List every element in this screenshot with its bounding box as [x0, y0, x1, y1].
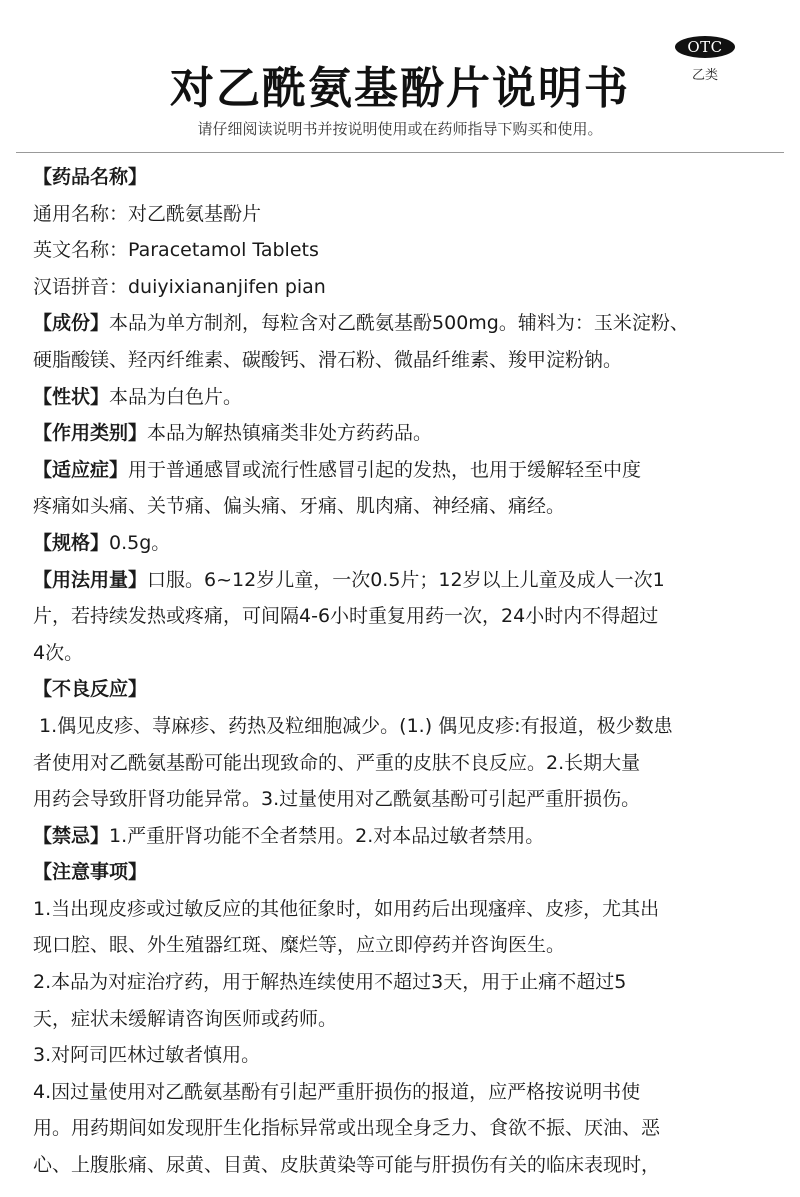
indications-text: 用于普通感冒或流行性感冒引起的发热，也用于缓解轻至中度 — [128, 458, 642, 481]
section-heading-precautions: 【注意事项】 — [33, 861, 148, 884]
pinyin-name: 汉语拼音：duiyixiananjifen pian — [33, 275, 326, 298]
otc-badge: OTC — [675, 36, 735, 58]
precautions-line-8: 心、上腹胀痛、尿黄、目黄、皮肤黄染等可能与肝损伤有关的临床表现时， — [33, 1154, 661, 1177]
leaflet-body — [33, 159, 773, 1184]
appearance-line — [33, 379, 773, 416]
indications-line-2: 疼痛如头痛、关节痛、偏头痛、牙痛、肌肉痛、神经痛、痛经。 — [33, 495, 566, 518]
ingredients-line-1 — [33, 305, 773, 342]
dosage-line-2: 片，若持续发热或疼痛，可间隔4-6小时重复用药一次，24小时内不得超过 — [33, 605, 659, 628]
generic-name: 通用名称：对乙酰氨基酚片 — [33, 202, 262, 225]
category-line — [33, 415, 773, 452]
ingredients-line-2: 硬脂酸镁、羟丙纤维素、碳酸钙、滑石粉、微晶纤维素、羧甲淀粉钠。 — [33, 348, 623, 371]
adverse-line-3: 用药会导致肝肾功能异常。3.过量使用对乙酰氨基酚可引起严重肝损伤。 — [33, 788, 641, 811]
dosage-line-3: 4次。 — [33, 641, 84, 664]
section-heading-ingredients: 【成份】 — [33, 312, 110, 335]
specification-text: 0.5g。 — [109, 531, 171, 554]
precautions-line-4: 天，症状未缓解请咨询医师或药师。 — [33, 1007, 338, 1030]
contraindications-line — [33, 818, 773, 855]
ingredients-text: 本品为单方制剂，每粒含对乙酰氨基酚500mg。辅料为：玉米淀粉、 — [109, 312, 689, 335]
adverse-line-2: 者使用对乙酰氨基酚可能出现致命的、严重的皮肤不良反应。2.长期大量 — [33, 751, 641, 774]
page-subtitle: 请仔细阅读说明书并按说明使用或在药师指导下购买和使用。 — [197, 120, 603, 138]
adverse-line-1: 1.偶见皮疹、荨麻疹、药热及粒细胞减少。(1.) 偶见皮疹:有报道，极少数患 — [33, 714, 673, 737]
page-title: 对乙酰氨基酚片说明书 — [170, 63, 630, 114]
dosage-text: 口服。6~12岁儿童，一次0.5片；12岁以上儿童及成人一次1 — [147, 568, 665, 591]
category-text: 本品为解热镇痛类非处方药药品。 — [147, 422, 433, 445]
precautions-line-6: 4.因过量使用对乙酰氨基酚有引起严重肝损伤的报道，应严格按说明书使 — [33, 1080, 641, 1103]
otc-class-label: 乙类 — [691, 68, 718, 83]
contraindications-text: 1.严重肝肾功能不全者禁用。2.对本品过敏者禁用。 — [109, 824, 545, 847]
precautions-line-7: 用。用药期间如发现肝生化指标异常或出现全身乏力、食欲不振、厌油、恶 — [33, 1117, 661, 1140]
section-heading-category: 【作用类别】 — [33, 422, 148, 445]
precautions-line-3: 2.本品为对症治疗药，用于解热连续使用不超过3天，用于止痛不超过5 — [33, 971, 627, 994]
section-heading-contraindications: 【禁忌】 — [33, 824, 110, 847]
header-divider — [16, 152, 784, 153]
section-heading-specification: 【规格】 — [33, 531, 110, 554]
indications-line-1 — [33, 452, 773, 489]
section-heading-indications: 【适应症】 — [33, 458, 129, 481]
section-heading-dosage: 【用法用量】 — [33, 568, 148, 591]
section-heading-appearance: 【性状】 — [33, 385, 110, 408]
precautions-line-1: 1.当出现皮疹或过敏反应的其他征象时，如用药后出现瘙痒、皮疹，尤其出 — [33, 897, 660, 920]
appearance-text: 本品为白色片。 — [109, 385, 243, 408]
dosage-line-1 — [33, 562, 773, 599]
section-heading-name: 【药品名称】 — [33, 166, 148, 188]
english-name: 英文名称：Paracetamol Tablets — [33, 239, 319, 262]
specification-line — [33, 525, 773, 562]
precautions-line-5: 3.对阿司匹林过敏者慎用。 — [33, 1044, 261, 1067]
section-heading-adverse: 【不良反应】 — [33, 678, 148, 701]
precautions-line-2: 现口腔、眼、外生殖器红斑、糜烂等，应立即停药并咨询医生。 — [33, 934, 566, 957]
